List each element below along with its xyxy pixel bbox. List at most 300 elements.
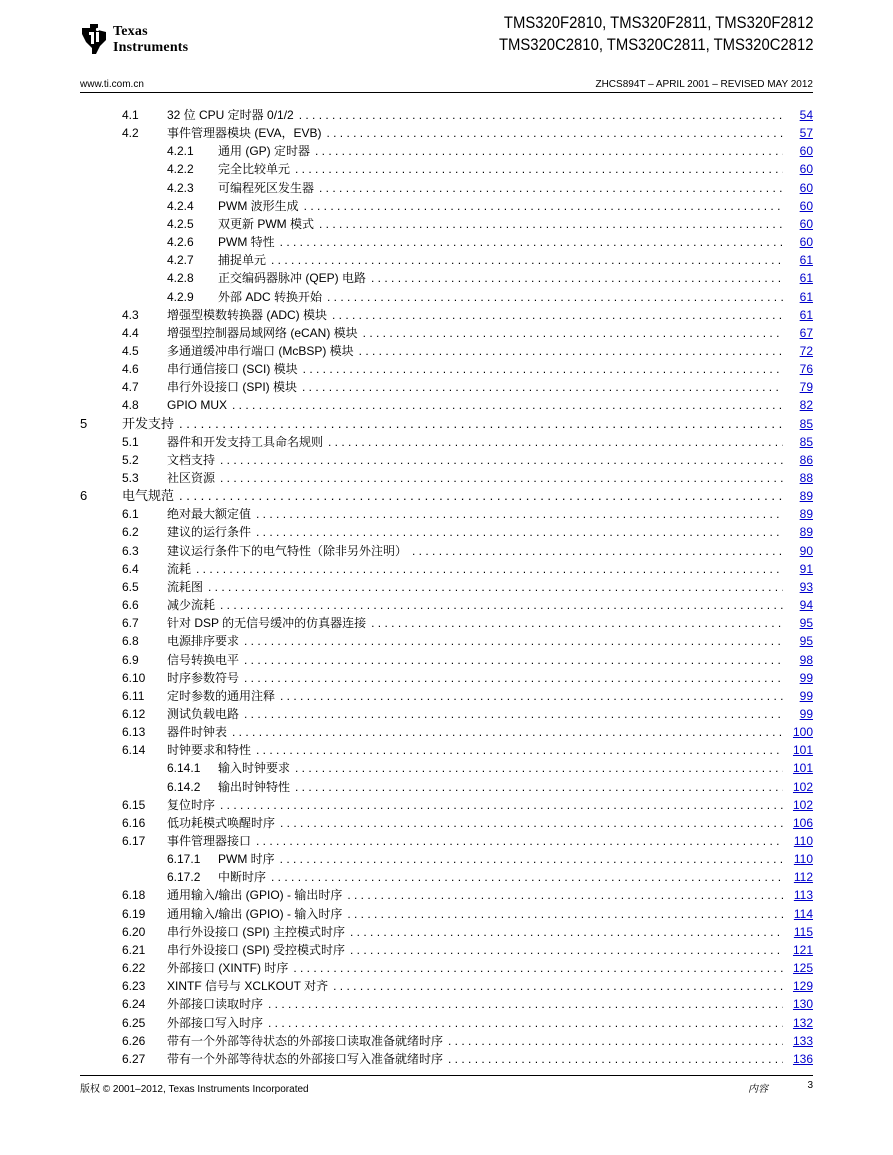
toc-entry-number: 6.22 — [122, 961, 146, 976]
toc-entry-title: 串行通信接口 (SCI) 模块 — [167, 362, 298, 377]
toc-page-link[interactable]: 61 — [799, 307, 813, 322]
toc-entry-title: 低功耗模式唤醒时序 — [167, 815, 276, 830]
toc-entry-title-row — [167, 741, 783, 759]
toc-entry-number: 4.2 — [122, 126, 139, 141]
toc-entry-title-row — [167, 669, 783, 687]
toc-page-link[interactable]: 102 — [792, 779, 813, 794]
toc-entry[interactable] — [0, 1032, 893, 1050]
ti-logo[interactable] — [80, 22, 220, 58]
toc-entry-title-row — [122, 415, 783, 433]
toc-entry[interactable] — [0, 977, 893, 995]
toc-entry-title-row — [167, 941, 783, 959]
toc-entry-title-row — [167, 796, 783, 814]
toc-entry-title: 串行外设接口 (SPI) 受控模式时序 — [167, 942, 346, 957]
toc-entry[interactable] — [0, 578, 893, 596]
toc-entry[interactable] — [0, 378, 893, 396]
toc-entry-title-row — [167, 396, 783, 414]
toc-entry[interactable] — [0, 868, 893, 886]
toc-entry[interactable] — [0, 995, 893, 1013]
toc-page-link[interactable]: 60 — [799, 144, 813, 159]
toc-leader-dots — [302, 378, 783, 396]
toc-entry[interactable] — [0, 360, 893, 378]
toc-entry-title: 串行外设接口 (SPI) 模块 — [167, 380, 298, 395]
toc-entry-title-row — [167, 1050, 783, 1068]
toc-entry-title-row — [167, 832, 783, 850]
toc-leader-dots — [350, 923, 783, 941]
toc-entry-number: 4.6 — [122, 362, 139, 377]
toc-page-link[interactable]: 89 — [799, 525, 813, 540]
toc-entry-title-row — [167, 705, 783, 723]
toc-entry-title: 带有一个外部等待状态的外部接口写入准备就绪时序 — [167, 1051, 444, 1066]
toc-leader-dots — [319, 179, 783, 197]
toc-entry-title: 测试负载电路 — [167, 706, 240, 721]
toc-entry-title-row — [167, 1032, 783, 1050]
toc-entry-number: 6.2 — [122, 525, 139, 540]
toc-leader-dots — [220, 469, 783, 487]
toc-entry-title-row — [167, 523, 783, 541]
toc-entry-title: 电源排序要求 — [167, 634, 240, 649]
toc-entry-title: 增强型控制器局域网络 (eCAN) 模块 — [167, 325, 358, 340]
toc-entry[interactable] — [0, 596, 893, 614]
toc-entry-number: 6.24 — [122, 997, 146, 1012]
toc-entry-title: 中断时序 — [218, 870, 267, 885]
toc-leader-dots — [333, 977, 783, 995]
toc-entry-title: 带有一个外部等待状态的外部接口读取准备就绪时序 — [167, 1033, 444, 1048]
toc-page-link[interactable]: 60 — [799, 216, 813, 231]
toc-entry[interactable] — [0, 814, 893, 832]
toc-entry[interactable] — [0, 396, 893, 414]
toc-leader-dots — [448, 1032, 783, 1050]
toc-entry-title: 绝对最大额定值 — [167, 507, 252, 522]
toc-entry[interactable] — [0, 251, 893, 269]
toc-leader-dots — [256, 505, 783, 523]
toc-entry-title-row — [167, 451, 783, 469]
toc-entry[interactable] — [0, 759, 893, 777]
toc-entry-title-row — [218, 215, 783, 233]
toc-page-link[interactable]: 60 — [799, 180, 813, 195]
toc-leader-dots — [299, 106, 783, 124]
toc-leader-dots — [244, 651, 783, 669]
toc-leader-dots — [371, 614, 783, 632]
toc-entry-title-row — [167, 886, 783, 904]
toc-leader-dots — [256, 741, 783, 759]
toc-page-link[interactable]: 79 — [799, 380, 813, 395]
toc-entry-title-row — [218, 850, 783, 868]
toc-entry-title: 通用输入/输出 (GPIO) - 输入时序 — [167, 906, 343, 921]
toc-entry-title-row — [218, 160, 783, 178]
toc-entry-title-row — [167, 360, 783, 378]
toc-page-link[interactable]: 110 — [793, 834, 813, 848]
toc-page-link[interactable]: 85 — [799, 416, 813, 431]
toc-entry[interactable] — [0, 324, 893, 342]
toc-entry[interactable] — [0, 505, 893, 523]
toc-entry-title: 器件时钟表 — [167, 725, 228, 740]
toc-entry-title: 正交编码器脉冲 (QEP) 电路 — [218, 271, 367, 286]
toc-page-link[interactable]: 94 — [799, 598, 813, 613]
toc-entry[interactable] — [0, 705, 893, 723]
toc-page-link[interactable]: 133 — [792, 1033, 813, 1048]
toc-entry-title: 输入时钟要求 — [218, 761, 291, 776]
toc-page-link[interactable]: 89 — [799, 507, 813, 522]
toc-entry-title: 串行外设接口 (SPI) 主控模式时序 — [167, 924, 346, 939]
toc-entry-title-row — [167, 814, 783, 832]
toc-entry[interactable] — [0, 796, 893, 814]
toc-entry-title: 复位时序 — [167, 797, 216, 812]
toc-entry[interactable] — [0, 523, 893, 541]
toc-entry-number: 6.16 — [122, 815, 146, 830]
toc-entry-title-row — [122, 487, 783, 505]
toc-entry[interactable] — [0, 723, 893, 741]
toc-entry-title: 通用输入/输出 (GPIO) - 输出时序 — [167, 888, 343, 903]
toc-entry-title: 时序参数符号 — [167, 670, 240, 685]
toc-entry-number: 6.17.1 — [167, 852, 201, 867]
toc-entry-title: 通用 (GP) 定时器 — [218, 144, 310, 159]
toc-entry[interactable] — [0, 923, 893, 941]
toc-leader-dots — [232, 396, 783, 414]
logo-wordmark-line2: Instruments — [113, 40, 189, 55]
toc-leader-dots — [328, 433, 783, 451]
toc-entry-number: 4.2.8 — [167, 271, 194, 286]
toc-entry-title-row — [167, 469, 783, 487]
toc-page-link[interactable]: 99 — [799, 670, 813, 685]
part-numbers-line2: TMS320C2810, TMS320C2811, TMS320C2812 — [498, 36, 813, 54]
ti-logo-icon — [80, 22, 110, 56]
toc-entry-number: 6.25 — [122, 1015, 146, 1030]
toc-page-link[interactable]: 112 — [793, 870, 813, 885]
toc-leader-dots — [256, 832, 783, 850]
toc-leader-dots — [244, 705, 783, 723]
toc-page-link[interactable]: 88 — [799, 471, 813, 485]
toc-entry-title: PWM 波形生成 — [218, 198, 299, 213]
toc-entry-title-row — [167, 106, 783, 124]
toc-page-link[interactable]: 86 — [799, 452, 813, 467]
toc-entry[interactable] — [0, 487, 893, 505]
toc-entry-title: 双更新 PWM 模式 — [218, 216, 314, 231]
toc-page-link[interactable]: 100 — [792, 725, 813, 740]
toc-entry-number: 6.26 — [122, 1033, 146, 1048]
toc-entry[interactable] — [0, 160, 893, 178]
toc-entry-title-row — [218, 233, 783, 251]
toc-entry[interactable] — [0, 1050, 893, 1068]
toc-entry-number: 6.9 — [122, 652, 139, 667]
toc-entry[interactable] — [0, 886, 893, 904]
toc-leader-dots — [347, 886, 783, 904]
toc-leader-dots — [412, 542, 783, 560]
toc-entry-title: 32 位 CPU 定时器 0/1/2 — [167, 108, 294, 122]
toc-entry-title: 事件管理器接口 — [167, 834, 252, 848]
toc-entry[interactable] — [0, 469, 893, 487]
toc-leader-dots — [256, 523, 783, 541]
toc-page-link[interactable]: 60 — [799, 198, 813, 213]
toc-entry-number: 4.2.1 — [167, 144, 194, 159]
toc-entry-title: 可编程死区发生器 — [218, 180, 315, 195]
toc-entry-number: 6.6 — [122, 598, 139, 613]
toc-page-link[interactable]: 61 — [799, 289, 813, 304]
toc-entry-number: 6.10 — [122, 670, 146, 685]
toc-page-link[interactable]: 76 — [799, 362, 813, 377]
toc-entry-number: 6 — [80, 488, 88, 504]
toc-entry-number: 6.13 — [122, 725, 146, 740]
toc-entry-title: 社区资源 — [167, 471, 216, 485]
toc-page-link[interactable]: 67 — [799, 325, 813, 340]
toc-leader-dots — [280, 233, 783, 251]
toc-leader-dots — [220, 451, 783, 469]
toc-leader-dots — [179, 487, 783, 505]
toc-entry-number: 5 — [80, 415, 88, 431]
toc-entry-title-row — [167, 651, 783, 669]
toc-page-link[interactable]: 132 — [792, 1015, 813, 1030]
toc-leader-dots — [295, 778, 783, 796]
toc-entry-title: 建议的运行条件 — [167, 525, 252, 540]
toc-page-link[interactable]: 61 — [799, 271, 813, 286]
toc-entry-title: 针对 DSP 的无信号缓冲的仿真器连接 — [167, 616, 367, 631]
toc-entry-number: 5.1 — [122, 434, 139, 449]
toc-leader-dots — [448, 1050, 783, 1068]
toc-entry-title-row — [218, 197, 783, 215]
toc-entry-number: 6.27 — [122, 1051, 146, 1066]
toc-entry-number: 6.14 — [122, 743, 146, 758]
toc-leader-dots — [293, 959, 783, 977]
toc-entry-title-row — [167, 342, 783, 360]
toc-entry-title-row — [218, 759, 783, 777]
toc-entry-title-row — [218, 269, 783, 287]
toc-entry-title: 信号转换电平 — [167, 652, 240, 667]
toc-leader-dots — [220, 796, 783, 814]
toc-entry[interactable] — [0, 269, 893, 287]
toc-leader-dots — [196, 560, 783, 578]
toc-entry-title-row — [167, 505, 783, 523]
toc-entry-number: 4.8 — [122, 398, 139, 413]
toc-entry-number: 4.3 — [122, 307, 139, 322]
toc-page-link[interactable]: 113 — [793, 888, 813, 903]
toc-entry-number: 4.2.6 — [167, 235, 194, 250]
toc-leader-dots — [359, 342, 783, 360]
copyright-notice: 版权 © 2001–2012, Texas Instruments Incorporated — [80, 1084, 309, 1095]
toc-entry[interactable] — [0, 687, 893, 705]
toc-entry-number: 4.1 — [122, 108, 139, 122]
toc-leader-dots — [319, 215, 783, 233]
toc-entry-title: 外部接口写入时序 — [167, 1015, 264, 1030]
toc-page-link[interactable]: 72 — [799, 343, 813, 358]
toc-entry-title-row — [167, 632, 783, 650]
logo-wordmark-line1: Texas — [113, 24, 148, 39]
toc-entry[interactable] — [0, 741, 893, 759]
toc-page-link[interactable]: 95 — [799, 634, 813, 649]
toc-leader-dots — [244, 669, 783, 687]
toc-entry-title: XINTF 信号与 XCLKOUT 对齐 — [167, 979, 329, 994]
toc-entry-title: 流耗图 — [167, 579, 204, 594]
toc-page-link[interactable]: 101 — [792, 743, 813, 758]
toc-entry-title-row — [167, 596, 783, 614]
toc-page-link[interactable]: 106 — [792, 815, 813, 830]
toc-leader-dots — [280, 814, 783, 832]
toc-entry-title-row — [167, 124, 783, 142]
toc-entry-title-row — [167, 306, 783, 324]
toc-entry[interactable] — [0, 288, 893, 306]
part-numbers-line1: TMS320F2810, TMS320F2811, TMS320F2812 — [503, 14, 813, 32]
toc-entry-number: 6.14.1 — [167, 761, 201, 776]
toc-entry[interactable] — [0, 197, 893, 215]
page-number: 3 — [807, 1080, 813, 1091]
toc-entry[interactable] — [0, 651, 893, 669]
toc-entry-number: 4.5 — [122, 343, 139, 358]
site-link[interactable]: www.ti.com.cn — [80, 79, 144, 90]
toc-entry-title-row — [218, 251, 783, 269]
part-numbers — [498, 12, 813, 56]
toc-entry-title-row — [167, 905, 783, 923]
toc-page-link[interactable]: 110 — [793, 852, 813, 867]
toc-entry[interactable] — [0, 179, 893, 197]
toc-page-link[interactable]: 95 — [799, 616, 813, 631]
toc-entry-number: 6.1 — [122, 507, 139, 522]
toc-entry-number: 6.12 — [122, 706, 146, 721]
toc-page-link[interactable]: 85 — [799, 434, 813, 449]
toc-entry-title-row — [167, 723, 783, 741]
toc-entry-number: 6.14.2 — [167, 779, 201, 794]
toc-page-link[interactable]: 130 — [792, 997, 813, 1012]
toc-page-link[interactable]: 102 — [792, 797, 813, 812]
toc-entry-title-row — [218, 288, 783, 306]
toc-entry-number: 6.17.2 — [167, 870, 201, 885]
toc-entry[interactable] — [0, 415, 893, 433]
toc-entry[interactable] — [0, 342, 893, 360]
toc-entry-number: 6.17 — [122, 834, 146, 848]
toc-entry-number: 6.4 — [122, 561, 139, 576]
toc-entry-title-row — [218, 142, 783, 160]
toc-leader-dots — [271, 251, 783, 269]
toc-entry[interactable] — [0, 124, 893, 142]
toc-entry-number: 6.3 — [122, 543, 139, 558]
toc-entry[interactable] — [0, 959, 893, 977]
toc-leader-dots — [332, 306, 783, 324]
toc-entry-title: 流耗 — [167, 561, 192, 576]
toc-page-link[interactable]: 54 — [799, 108, 813, 122]
toc-entry-title: 事件管理器模块 (EVA，EVB) — [167, 126, 322, 141]
toc-entry[interactable] — [0, 832, 893, 850]
toc-entry[interactable] — [0, 215, 893, 233]
toc-page-link[interactable]: 60 — [799, 235, 813, 250]
toc-entry-title-row — [167, 433, 783, 451]
toc-entry[interactable] — [0, 669, 893, 687]
toc-entry[interactable] — [0, 433, 893, 451]
toc-leader-dots — [315, 142, 783, 160]
toc-entry-number: 6.19 — [122, 906, 146, 921]
toc-entry[interactable] — [0, 905, 893, 923]
toc-entry-number: 4.2.3 — [167, 180, 194, 195]
toc-entry-title-row — [167, 1014, 783, 1032]
toc-page-link[interactable]: 57 — [799, 126, 813, 141]
toc-leader-dots — [363, 324, 783, 342]
toc-entry[interactable] — [0, 1014, 893, 1032]
toc-entry-number: 4.4 — [122, 325, 139, 340]
toc-entry-number: 4.7 — [122, 380, 139, 395]
toc-entry-number: 6.21 — [122, 942, 146, 957]
toc-entry-title-row — [167, 614, 783, 632]
toc-entry-title: 时钟要求和特性 — [167, 743, 252, 758]
toc-page-link[interactable]: 129 — [792, 979, 813, 994]
toc-page-link[interactable]: 61 — [799, 253, 813, 268]
toc-entry[interactable] — [0, 614, 893, 632]
toc-entry[interactable] — [0, 542, 893, 560]
toc-entry[interactable] — [0, 142, 893, 160]
toc-entry[interactable] — [0, 306, 893, 324]
toc-entry-title-row — [167, 560, 783, 578]
toc-leader-dots — [295, 160, 783, 178]
toc-entry-number: 4.2.4 — [167, 198, 194, 213]
toc-entry-number: 4.2.5 — [167, 216, 194, 231]
toc-entry[interactable] — [0, 941, 893, 959]
toc-leader-dots — [280, 687, 783, 705]
toc-entry[interactable] — [0, 778, 893, 796]
toc-entry[interactable] — [0, 632, 893, 650]
toc-leader-dots — [271, 868, 783, 886]
toc-page-link[interactable]: 136 — [792, 1051, 813, 1066]
toc-entry-title: 捕捉单元 — [218, 253, 267, 268]
toc-page-link[interactable]: 125 — [792, 961, 813, 976]
toc-page-link[interactable]: 82 — [799, 398, 813, 413]
toc-entry-number: 4.2.9 — [167, 289, 194, 304]
toc-entry-title: 外部接口 (XINTF) 时序 — [167, 961, 289, 976]
toc-page-link[interactable]: 115 — [793, 924, 813, 939]
toc-entry-title-row — [167, 923, 783, 941]
toc-page-link[interactable]: 114 — [793, 906, 813, 921]
toc-leader-dots — [268, 1014, 783, 1032]
toc-entry-number: 6.8 — [122, 634, 139, 649]
toc-entry-title-row — [167, 542, 783, 560]
toc-page-link[interactable]: 99 — [799, 688, 813, 703]
toc-entry[interactable] — [0, 233, 893, 251]
toc-entry[interactable] — [0, 850, 893, 868]
toc-page-link[interactable]: 91 — [799, 561, 813, 576]
toc-entry-title: 定时参数的通用注释 — [167, 688, 276, 703]
toc-page-link[interactable]: 60 — [799, 162, 813, 177]
toc-entry-title: 外部 ADC 转换开始 — [218, 289, 323, 304]
toc-leader-dots — [350, 941, 783, 959]
toc-entry-title: 建议运行条件下的电气特性（除非另外注明） — [167, 543, 408, 558]
toc-entry[interactable] — [0, 106, 893, 124]
toc-entry[interactable] — [0, 560, 893, 578]
toc-leader-dots — [268, 995, 783, 1013]
toc-entry-number: 6.18 — [122, 888, 146, 903]
toc-entry-title-row — [167, 959, 783, 977]
toc-leader-dots — [327, 288, 783, 306]
toc-entry-number: 6.23 — [122, 979, 146, 994]
toc-page-link[interactable]: 101 — [792, 761, 813, 776]
header-divider — [80, 92, 813, 93]
toc-page-link[interactable]: 98 — [799, 652, 813, 667]
toc-entry-number: 6.7 — [122, 616, 139, 631]
section-name: 内容 — [748, 1084, 768, 1095]
toc-page-link[interactable]: 89 — [799, 489, 813, 504]
toc-leader-dots — [347, 905, 783, 923]
toc-entry-title: 减少流耗 — [167, 598, 216, 613]
toc-entry-number: 5.2 — [122, 452, 139, 467]
toc-entry-number: 6.20 — [122, 924, 146, 939]
toc-entry-title-row — [167, 687, 783, 705]
toc-leader-dots — [371, 269, 783, 287]
toc-entry-number: 6.15 — [122, 797, 146, 812]
toc-leader-dots — [304, 197, 783, 215]
toc-leader-dots — [179, 415, 783, 433]
toc-page-link[interactable]: 93 — [799, 579, 813, 594]
toc-entry-title: 多通道缓冲串行端口 (McBSP) 模块 — [167, 343, 354, 358]
toc-page-link[interactable]: 121 — [792, 942, 813, 957]
toc-page-link[interactable]: 90 — [799, 543, 813, 558]
toc-entry-title: 增强型模数转换器 (ADC) 模块 — [167, 307, 327, 322]
toc-entry-title: PWM 时序 — [218, 852, 275, 867]
toc-entry[interactable] — [0, 451, 893, 469]
toc-page-link[interactable]: 99 — [799, 706, 813, 721]
